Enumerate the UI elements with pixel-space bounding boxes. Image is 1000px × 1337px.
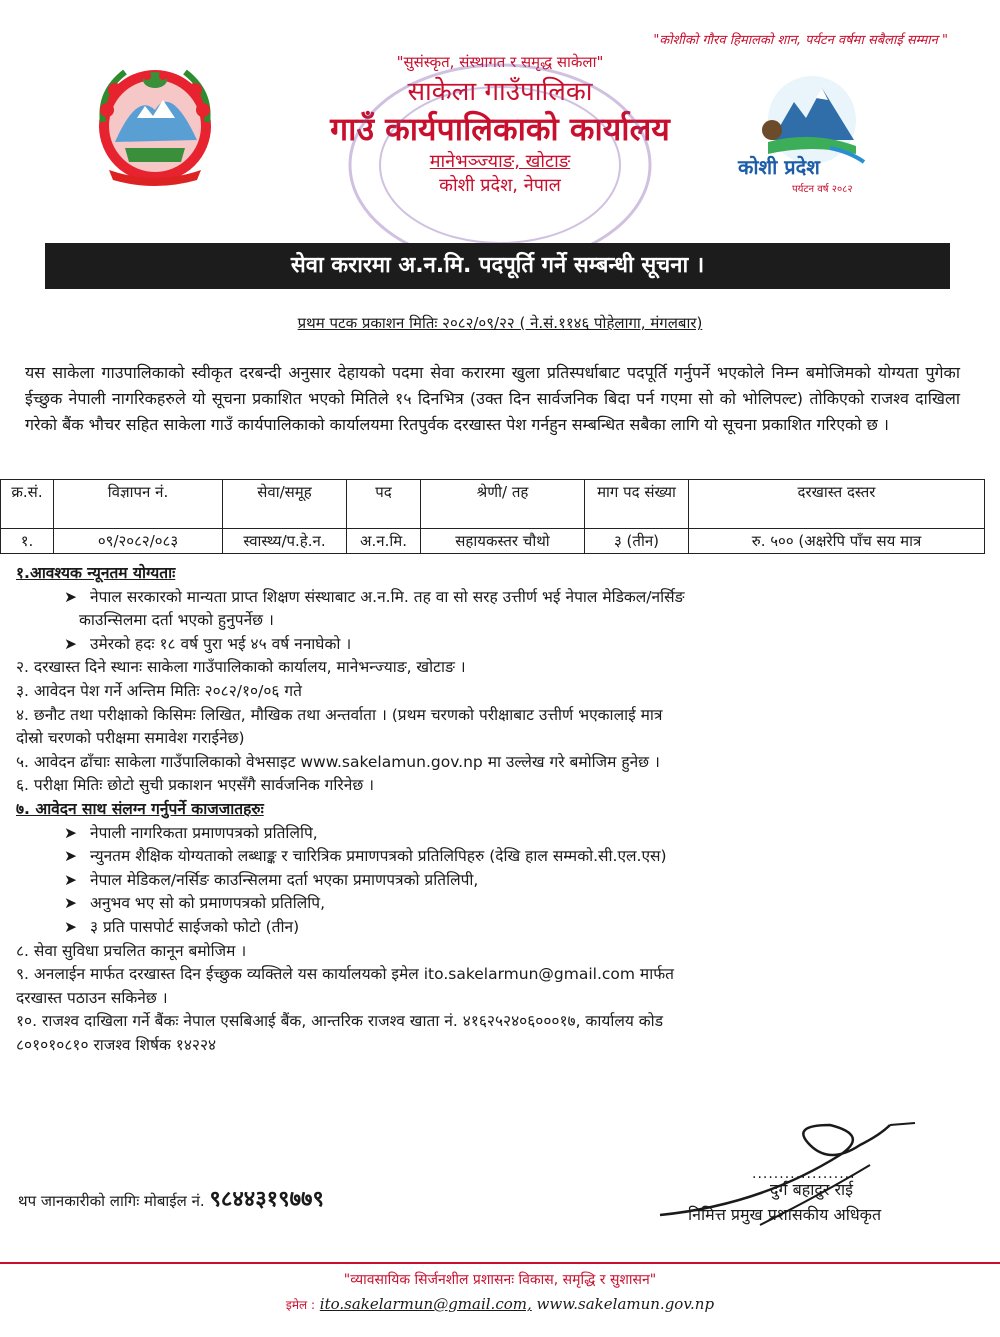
arrow-bullet-icon: ➤ (64, 634, 77, 653)
section-4-continuation: दोस्रो चरणको परीक्षमा समावेश गराईनेछ) (16, 729, 245, 748)
contact-label: थप जानकारीको लागिः मोबाईल नं. (18, 1192, 205, 1210)
table-row (1, 529, 985, 554)
cell-service: स्वास्थ्य/प.हे.न. (223, 529, 347, 554)
mobile-number: ९८४४३१९७७९ (209, 1187, 324, 1212)
col-ad-no: विज्ञापन नं. (54, 480, 223, 529)
notice-title: सेवा करारमा अ.न.मि. पदपूर्ति गर्ने सम्बन्धी सूचना । (45, 243, 950, 289)
signature-line: ................... (752, 1166, 856, 1182)
cell-count: ३ (तीन) (585, 529, 689, 554)
footer-slogan: "व्यावसायिक सिर्जनशील प्रशासनः विकास, समृद्धि र सुशासन" (343, 1272, 657, 1288)
arrow-bullet-icon: ➤ (64, 823, 77, 842)
list-item: ➤ न्युनतम शैक्षिक योग्यताको लब्धाङ्क र चारित्रिक प्रमाणपत्रको प्रतिलिपिहरु (देखि हाल सम्मको.सी.एल.एस) (16, 845, 956, 869)
office-province: कोशी प्रदेश, नेपाल (439, 175, 561, 196)
office-stamp-icon (345, 60, 655, 270)
koshi-logo-text: कोशी प्रदेश (738, 155, 820, 179)
list-item-continuation: काउन्सिलमा दर्ता भएको हुनुपर्नेछ । (79, 611, 274, 630)
section-9: ९. अनलाईन मार्फत दरखास्त दिन ईच्छुक व्यक्तिले यस कार्यालयको इमेल ito.sakelarmun@gmail.com मार्फत (16, 965, 675, 984)
arrow-bullet-icon: ➤ (64, 870, 77, 889)
office-address: मानेभञ्ज्याङ, खोटाङ (429, 151, 571, 172)
section-10-continuation: ८०१०१०८१० राजश्व शिर्षक १४२२४ (16, 1035, 217, 1054)
email-label: इमेल : (285, 1298, 315, 1312)
col-level: श्रेणी/ तह (421, 480, 585, 529)
section-10: १०. राजश्व दाखिला गर्ने बैंकः नेपाल एसबिआई बैंक, आन्तरिक राजश्व खाता नं. ४१६२५२४०६०००१७, कार्यालय कोड (16, 1012, 663, 1031)
section-5: ५. आवेदन ढाँचाः साकेला गाउँपालिकाको वेभसाइट www.sakelamun.gov.np मा उल्लेख गरे बमोजिम हुनेछ । (16, 752, 660, 771)
table-header-row (1, 480, 985, 529)
signatory-name: दुर्ग बहादुर राई (770, 1180, 854, 1199)
motto: "सुसंस्कृत, संस्थागत र समृद्ध साकेला" (396, 53, 604, 71)
cell-serial: १. (1, 529, 54, 554)
cell-ad-no: ०९/२०८२/०८३ (54, 529, 223, 554)
list-item: ➤ अनुभव भए सो को प्रमाणपत्रको प्रतिलिपि, (16, 892, 956, 916)
cell-level: सहायकस्तर चौथो (421, 529, 585, 554)
section-3: ३. आवेदन पेश गर्ने अन्तिम मितिः २०८२/१०/०६ गते (16, 681, 302, 700)
arrow-bullet-icon: ➤ (64, 587, 77, 606)
publish-date: प्रथम पटक प्रकाशन मितिः २०८२/०९/२२ ( ने.सं.११४६ पोहेलागा, मंगलबार) (297, 314, 703, 332)
footer-divider (0, 1262, 1000, 1264)
list-item: ➤ ३ प्रति पासपोर्ट साईजको फोटो (तीन) (16, 916, 956, 940)
arrow-bullet-icon: ➤ (64, 917, 77, 936)
section-6: ६. परीक्षा मितिः छोटो सुची प्रकाशन भएसँगै सार्वजनिक गरिनेछ । (16, 776, 375, 795)
list-item: ➤ नेपाल सरकारको मान्यता प्राप्त शिक्षण संस्थाबाट अ.न.मि. तह वा सो सरह उत्तीर्ण भई नेपाल मेडिकल/नर्सिङ (16, 586, 956, 610)
footer-email[interactable]: ito.sakelarmun@gmail.com, (319, 1295, 532, 1313)
list-item: ➤ नेपाली नागरिकता प्रमाणपत्रको प्रतिलिपि, (16, 822, 956, 846)
notice-body (16, 562, 956, 1057)
col-serial: क्र.सं. (1, 480, 54, 529)
section-8: ८. सेवा सुविधा प्रचलित कानून बमोजिम । (16, 941, 247, 960)
arrow-bullet-icon: ➤ (64, 847, 77, 866)
koshi-logo-sub: पर्यटन वर्ष २०८२ (792, 184, 853, 195)
contact-info (18, 1183, 324, 1213)
footer-contact (0, 1295, 1000, 1313)
col-fee: दरखास्त दस्तर (689, 480, 985, 529)
signatory-title: निमित्त प्रमुख प्रशासकीय अधिकृत (688, 1205, 882, 1224)
nepal-emblem-icon (85, 52, 225, 192)
cell-post: अ.न.मि. (347, 529, 421, 554)
list-item: ➤ उमेरको हदः १८ वर्ष पुरा भई ४५ वर्ष ननाघेको । (16, 633, 956, 657)
list-item: ➤ नेपाल मेडिकल/नर्सिङ काउन्सिलमा दर्ता भएका प्रमाणपत्रको प्रतिलिपी, (16, 869, 956, 893)
intro-paragraph: यस साकेला गाउपालिकाको स्वीकृत दरबन्दी अनुसार देहायको पदमा सेवा करारमा खुला प्रतिस्पर्धाबाट पदपूर्ति गर्नुपर्ने भएकोले निम्न बमोजिमको योग्यता पुगेका ईच्छुक नेपाली नागरिकहरुले यो सूचना प्रकाशित भएको मितिले १५ दिनभित्र (उक्त दिन सार्वजनिक बिदा पर्न गएमा सो को भोलिपल्ट) तोकिएको राजश्व दाखिला गरेको बैंक भौचर सहित साकेला गाउँ कार्यपालिकाको कार्यालयमा रितपुर्वक दरखास्त पेश गर्नहुन सम्बन्धित सबैका लागि यो सूचना प्रकाशित गरिएको छ । (25, 363, 960, 434)
top-slogan: "कोशीको गौरव हिमालको शान, पर्यटन वर्षमा सबैलाई सम्मान " (653, 33, 948, 48)
section-2: २. दरखास्त दिने स्थानः साकेला गाउँपालिकाको कार्यालय, मानेभन्ज्याङ, खोटाङ । (16, 658, 466, 677)
section-4: ४. छनौट तथा परीक्षाको किसिमः लिखित, मौखिक तथा अन्तर्वाता । (प्रथम चरणको परीक्षाबाट उत्तीर्ण भएकालाई मात्र (16, 705, 663, 724)
arrow-bullet-icon: ➤ (64, 894, 77, 913)
section-1-heading: १.आवश्यक न्यूनतम योग्यताः (16, 564, 176, 582)
cell-fee: रु. ५०० (अक्षरेपि पाँच सय मात्र (689, 529, 985, 554)
koshi-tourism-logo-icon (732, 70, 882, 198)
footer-website[interactable]: www.sakelamun.gov.np (536, 1295, 715, 1313)
office-name: गाउँ कार्यपालिकाको कार्यालय (330, 110, 670, 148)
vacancy-table (0, 479, 985, 554)
section-9-continuation: दरखास्त पठाउन सकिनेछ । (16, 988, 168, 1007)
col-count: माग पद संख्या (585, 480, 689, 529)
municipality-name: साकेला गाउँपालिका (407, 77, 593, 107)
section-7-heading: ७. आवेदन साथ संलग्न गर्नुपर्ने काजजातहरुः (16, 799, 264, 818)
col-post: पद (347, 480, 421, 529)
col-service: सेवा/समूह (223, 480, 347, 529)
